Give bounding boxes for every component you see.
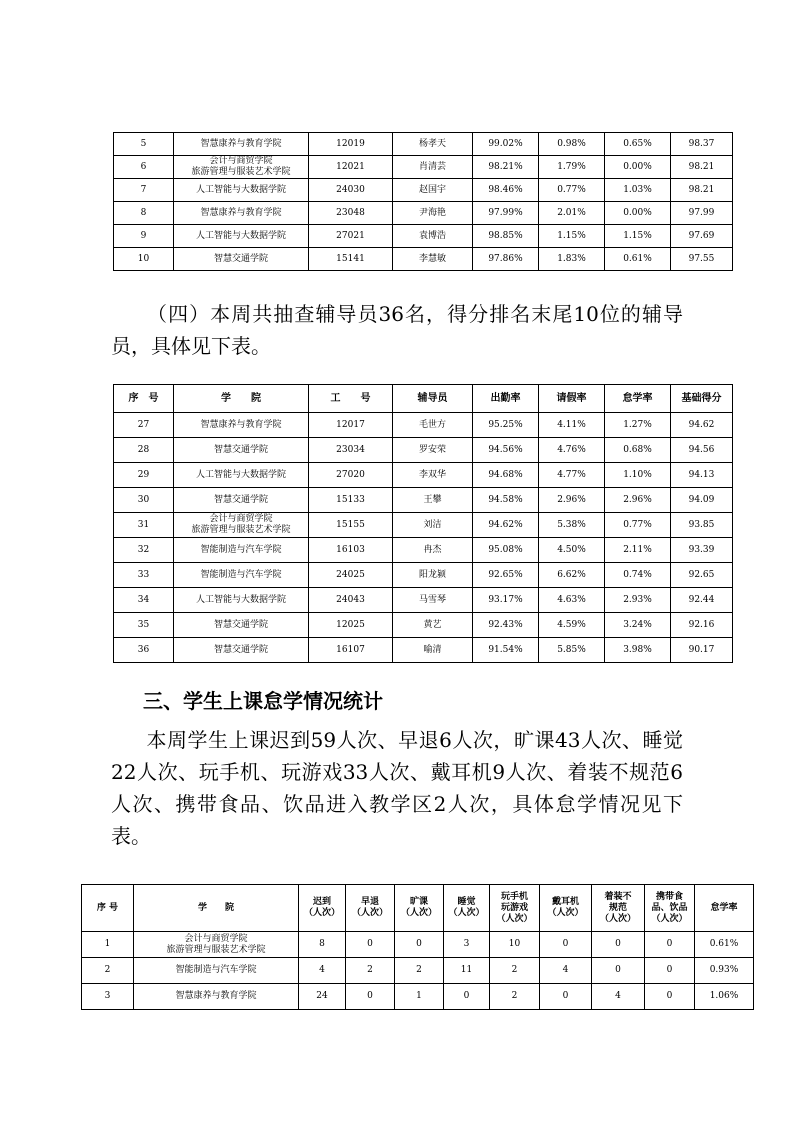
cell-attendance: 95.08% — [473, 538, 539, 563]
cell-attendance: 99.02% — [473, 133, 539, 156]
cell-counselor: 李双华 — [393, 463, 473, 488]
cell-no: 3 — [82, 984, 134, 1010]
cell-no: 2 — [82, 958, 134, 984]
cell-score: 93.39 — [671, 538, 733, 563]
table-row — [114, 202, 733, 225]
table-row — [114, 133, 733, 156]
cell-leave: 0.98% — [539, 133, 605, 156]
cell-college — [174, 488, 309, 513]
cell-counselor: 毛世方 — [393, 413, 473, 438]
cell-attendance: 91.54% — [473, 638, 539, 663]
cell-attendance: 93.17% — [473, 588, 539, 613]
cell-dress: 4 — [592, 984, 645, 1010]
cell-leave: 1.79% — [539, 156, 605, 179]
cell-counselor: 袁博浩 — [393, 225, 473, 248]
header-line: 着装不 — [604, 891, 632, 902]
cell-phone: 2 — [490, 958, 540, 984]
header-slack: 怠学率 — [605, 385, 671, 413]
top-ranking-table-continued — [113, 132, 733, 271]
cell-counselor: 李慧敏 — [393, 248, 473, 271]
college-line: 旅游管理与服装艺术学院 — [191, 167, 291, 177]
cell-slack: 2.93% — [605, 588, 671, 613]
cell-food: 0 — [645, 932, 695, 958]
table-row — [82, 932, 754, 958]
cell-no: 34 — [114, 588, 174, 613]
cell-slack: 2.11% — [605, 538, 671, 563]
cell-id: 15133 — [309, 488, 393, 513]
cell-earphone: 4 — [540, 958, 592, 984]
cell-absent: 1 — [395, 984, 444, 1010]
header-dress — [592, 885, 645, 932]
cell-id: 24043 — [309, 588, 393, 613]
cell-absent: 0 — [395, 932, 444, 958]
header-score: 基础得分 — [671, 385, 733, 413]
cell-food: 0 — [645, 984, 695, 1010]
cell-college — [174, 588, 309, 613]
cell-dress: 0 — [592, 958, 645, 984]
cell-leave: 2.01% — [539, 202, 605, 225]
cell-counselor: 阳龙颍 — [393, 563, 473, 588]
cell-counselor: 马雪琴 — [393, 588, 473, 613]
cell-no: 8 — [114, 202, 174, 225]
cell-no: 35 — [114, 613, 174, 638]
student-slack-table — [81, 884, 754, 1010]
table-row — [82, 958, 754, 984]
cell-slack: 0.68% — [605, 438, 671, 463]
cell-no: 31 — [114, 513, 174, 538]
cell-sleep: 3 — [444, 932, 490, 958]
college-line: 人工智能与大数据学院 — [195, 230, 286, 241]
header-line: 玩手机 — [500, 891, 528, 902]
cell-college — [174, 413, 309, 438]
cell-no: 28 — [114, 438, 174, 463]
college-line: 智慧康养与教育学院 — [200, 419, 282, 430]
table-header-row — [114, 385, 733, 413]
cell-college — [174, 463, 309, 488]
cell-score: 90.17 — [671, 638, 733, 663]
cell-sleep: 0 — [444, 984, 490, 1010]
cell-id: 15141 — [309, 248, 393, 271]
cell-slack: 3.98% — [605, 638, 671, 663]
cell-counselor: 王攀 — [393, 488, 473, 513]
table-header-row — [82, 885, 754, 932]
college-line: 智能制造与汽车学院 — [200, 544, 282, 555]
cell-attendance: 92.43% — [473, 613, 539, 638]
cell-leave: 4.59% — [539, 613, 605, 638]
cell-no: 33 — [114, 563, 174, 588]
cell-id: 12019 — [309, 133, 393, 156]
cell-slack: 2.96% — [605, 488, 671, 513]
cell-slack: 1.03% — [605, 179, 671, 202]
cell-counselor: 赵国宇 — [393, 179, 473, 202]
table-row — [114, 588, 733, 613]
cell-early: 0 — [346, 984, 395, 1010]
header-no — [82, 885, 134, 932]
cell-no: 10 — [114, 248, 174, 271]
table-row — [114, 463, 733, 488]
header-line: （人次） — [303, 908, 340, 918]
cell-slack: 0.77% — [605, 513, 671, 538]
table-row — [114, 438, 733, 463]
cell-absent: 2 — [395, 958, 444, 984]
table-row — [114, 513, 733, 538]
cell-college — [174, 513, 309, 538]
header-line: 睡觉 — [457, 897, 476, 907]
header-line: 旷课 — [409, 897, 428, 907]
cell-college — [174, 638, 309, 663]
college-line: 旅游管理与服装艺术学院 — [166, 944, 266, 955]
cell-attendance: 98.46% — [473, 179, 539, 202]
college-line: 智慧交通学院 — [213, 494, 268, 505]
cell-earphone: 0 — [540, 984, 592, 1010]
cell-attendance: 94.62% — [473, 513, 539, 538]
table-row — [114, 413, 733, 438]
header-line: 早退 — [360, 897, 379, 907]
college-line: 智慧康养与教育学院 — [175, 991, 257, 1001]
header-line: 怠学率 — [710, 902, 738, 913]
header-counselor: 辅导员 — [393, 385, 473, 413]
header-sleep — [444, 885, 490, 932]
header-rate — [695, 885, 754, 932]
table-row — [114, 638, 733, 663]
cell-college — [174, 613, 309, 638]
header-late — [299, 885, 346, 932]
cell-no: 36 — [114, 638, 174, 663]
cell-score: 98.21 — [671, 179, 733, 202]
cell-slack: 0.65% — [605, 133, 671, 156]
cell-leave: 4.76% — [539, 438, 605, 463]
header-line: （人次） — [448, 908, 485, 918]
cell-dress: 0 — [592, 932, 645, 958]
cell-attendance: 97.86% — [473, 248, 539, 271]
cell-rate: 1.06% — [695, 984, 754, 1010]
cell-id: 27021 — [309, 225, 393, 248]
cell-no: 32 — [114, 538, 174, 563]
cell-score: 92.44 — [671, 588, 733, 613]
cell-counselor: 罗安荣 — [393, 438, 473, 463]
cell-slack: 3.24% — [605, 613, 671, 638]
cell-counselor: 冉杰 — [393, 538, 473, 563]
cell-id: 12017 — [309, 413, 393, 438]
cell-id: 12021 — [309, 156, 393, 179]
cell-leave: 1.83% — [539, 248, 605, 271]
cell-score: 94.13 — [671, 463, 733, 488]
cell-attendance: 97.99% — [473, 202, 539, 225]
cell-score: 97.69 — [671, 225, 733, 248]
cell-counselor: 杨孝天 — [393, 133, 473, 156]
cell-college — [174, 156, 309, 179]
cell-attendance: 94.58% — [473, 488, 539, 513]
cell-no: 30 — [114, 488, 174, 513]
cell-counselor: 喻清 — [393, 638, 473, 663]
cell-counselor: 刘洁 — [393, 513, 473, 538]
cell-leave: 4.63% — [539, 588, 605, 613]
cell-leave: 2.96% — [539, 488, 605, 513]
cell-leave: 4.11% — [539, 413, 605, 438]
cell-leave: 5.85% — [539, 638, 605, 663]
cell-id: 27020 — [309, 463, 393, 488]
cell-rate: 0.93% — [695, 958, 754, 984]
college-line: 会计与商贸学院 — [209, 514, 273, 524]
cell-college — [174, 133, 309, 156]
cell-slack: 0.00% — [605, 202, 671, 225]
college-line: 智能制造与汽车学院 — [175, 965, 257, 975]
cell-phone: 10 — [490, 932, 540, 958]
cell-college — [174, 538, 309, 563]
college-line: 智慧交通学院 — [213, 444, 268, 455]
table-row — [114, 563, 733, 588]
cell-id: 12025 — [309, 613, 393, 638]
header-earphone — [540, 885, 592, 932]
cell-food: 0 — [645, 958, 695, 984]
header-line: 学 院 — [197, 902, 234, 913]
table-row — [114, 156, 733, 179]
header-college: 学 院 — [174, 385, 309, 413]
college-line: 人工智能与大数据学院 — [195, 469, 286, 480]
header-line: 序 号 — [96, 902, 119, 913]
college-line: 智慧交通学院 — [213, 253, 268, 264]
table-row — [82, 984, 754, 1010]
cell-slack: 0.61% — [605, 248, 671, 271]
cell-no: 27 — [114, 413, 174, 438]
cell-attendance: 94.68% — [473, 463, 539, 488]
cell-college — [174, 202, 309, 225]
cell-college — [174, 179, 309, 202]
cell-college — [134, 984, 299, 1010]
table-row — [114, 179, 733, 202]
college-line: 会计与商贸学院 — [209, 156, 273, 166]
cell-leave: 5.38% — [539, 513, 605, 538]
cell-no: 9 — [114, 225, 174, 248]
cell-college — [174, 248, 309, 271]
header-line: 玩游戏 — [500, 902, 528, 913]
header-line: 携带食 — [655, 891, 683, 902]
bottom-ranking-table — [113, 384, 733, 663]
college-line: 智慧康养与教育学院 — [200, 207, 282, 218]
cell-early: 2 — [346, 958, 395, 984]
cell-score: 92.65 — [671, 563, 733, 588]
cell-score: 94.56 — [671, 438, 733, 463]
header-line: 迟到 — [312, 897, 331, 907]
header-college — [134, 885, 299, 932]
table-row — [114, 488, 733, 513]
cell-earphone: 0 — [540, 932, 592, 958]
college-line: 人工智能与大数据学院 — [195, 594, 286, 605]
college-line: 智能制造与汽车学院 — [200, 569, 282, 580]
header-food — [645, 885, 695, 932]
header-attendance: 出勤率 — [473, 385, 539, 413]
header-leave: 请假率 — [539, 385, 605, 413]
cell-no: 5 — [114, 133, 174, 156]
cell-score: 97.55 — [671, 248, 733, 271]
cell-late: 8 — [299, 932, 346, 958]
cell-slack: 0.00% — [605, 156, 671, 179]
cell-leave: 1.15% — [539, 225, 605, 248]
header-line: 品、饮品 — [651, 902, 688, 913]
cell-college — [134, 932, 299, 958]
cell-score: 93.85 — [671, 513, 733, 538]
cell-slack: 1.10% — [605, 463, 671, 488]
cell-attendance: 94.56% — [473, 438, 539, 463]
cell-id: 15155 — [309, 513, 393, 538]
cell-no: 6 — [114, 156, 174, 179]
cell-score: 94.62 — [671, 413, 733, 438]
cell-score: 97.99 — [671, 202, 733, 225]
header-line: （人次） — [599, 913, 636, 924]
cell-score: 92.16 — [671, 613, 733, 638]
header-line: 规范 — [608, 902, 627, 913]
header-line: （人次） — [651, 913, 688, 924]
college-line: 智慧交通学院 — [213, 619, 268, 630]
paragraph-student-slack-summary: 本周学生上课迟到59人次、早退6人次，旷课43人次、睡觉22人次、玩手机、玩游戏33人次、戴耳机9人次、着装不规范6人次、携带食品、饮品进入教学区2人次，具体怠学情况见下表。 — [111, 728, 683, 848]
cell-slack: 1.15% — [605, 225, 671, 248]
cell-no: 29 — [114, 463, 174, 488]
cell-attendance: 98.21% — [473, 156, 539, 179]
cell-counselor: 尹海艳 — [393, 202, 473, 225]
college-line: 会计与商贸学院 — [184, 933, 248, 944]
cell-leave: 4.50% — [539, 538, 605, 563]
table-row — [114, 248, 733, 271]
cell-attendance: 98.85% — [473, 225, 539, 248]
college-line: 智慧交通学院 — [213, 644, 268, 655]
cell-sleep: 11 — [444, 958, 490, 984]
header-absent — [395, 885, 444, 932]
cell-counselor: 肖清芸 — [393, 156, 473, 179]
cell-slack: 0.74% — [605, 563, 671, 588]
header-line: 戴耳机 — [551, 897, 579, 907]
cell-score: 98.21 — [671, 156, 733, 179]
cell-late: 24 — [299, 984, 346, 1010]
cell-late: 4 — [299, 958, 346, 984]
cell-slack: 1.27% — [605, 413, 671, 438]
cell-phone: 2 — [490, 984, 540, 1010]
cell-leave: 4.77% — [539, 463, 605, 488]
cell-attendance: 92.65% — [473, 563, 539, 588]
cell-score: 98.37 — [671, 133, 733, 156]
header-early — [346, 885, 395, 932]
cell-early: 0 — [346, 932, 395, 958]
cell-leave: 6.62% — [539, 563, 605, 588]
cell-no: 1 — [82, 932, 134, 958]
cell-id: 16103 — [309, 538, 393, 563]
cell-score: 94.09 — [671, 488, 733, 513]
cell-rate: 0.61% — [695, 932, 754, 958]
table-row — [114, 538, 733, 563]
header-line: （人次） — [496, 913, 533, 924]
cell-id: 23034 — [309, 438, 393, 463]
section-heading-student-slack: 三、学生上课怠学情况统计 — [143, 689, 383, 713]
cell-no: 7 — [114, 179, 174, 202]
cell-college — [174, 438, 309, 463]
college-line: 旅游管理与服装艺术学院 — [191, 525, 291, 535]
cell-college — [134, 958, 299, 984]
header-line: （人次） — [547, 908, 584, 918]
college-line: 智慧康养与教育学院 — [200, 138, 282, 149]
paragraph-counselor-bottom-ten: （四）本周共抽查辅导员36名，得分排名末尾10位的辅导员，具体见下表。 — [111, 302, 683, 358]
table-row — [114, 613, 733, 638]
cell-attendance: 95.25% — [473, 413, 539, 438]
table-row — [114, 225, 733, 248]
cell-college — [174, 225, 309, 248]
header-line: （人次） — [400, 908, 437, 918]
cell-leave: 0.77% — [539, 179, 605, 202]
cell-id: 23048 — [309, 202, 393, 225]
header-id: 工 号 — [309, 385, 393, 413]
cell-college — [174, 563, 309, 588]
cell-id: 24030 — [309, 179, 393, 202]
header-line: （人次） — [351, 908, 388, 918]
header-no: 序 号 — [114, 385, 174, 413]
header-phone — [490, 885, 540, 932]
cell-id: 16107 — [309, 638, 393, 663]
cell-counselor: 黄艺 — [393, 613, 473, 638]
college-line: 人工智能与大数据学院 — [195, 184, 286, 195]
cell-id: 24025 — [309, 563, 393, 588]
